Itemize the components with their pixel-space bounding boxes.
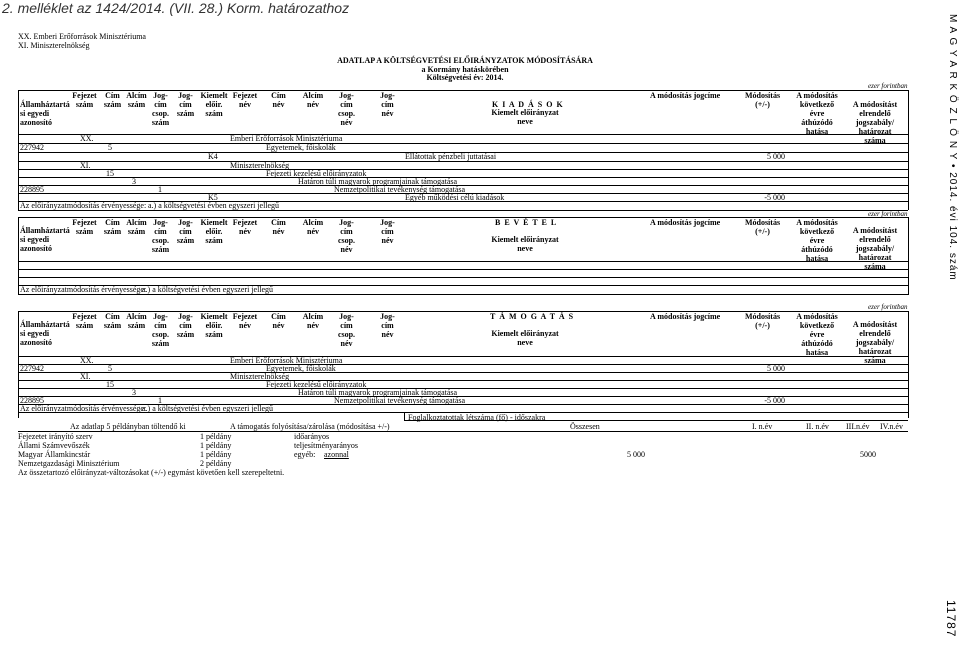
col-jogcsop: Jog- cím csop. szám <box>151 312 170 348</box>
row-id: 227942 <box>20 143 44 152</box>
payment-type-value: azonnal <box>324 450 349 459</box>
row-name: Emberi Erőforrások Minisztériuma <box>230 356 343 365</box>
col-kiemelt-neve: Kiemelt előirányzat neve <box>491 235 559 253</box>
row-name: Ellátottak pénzbeli juttatásai <box>405 152 497 161</box>
col-kiemelt-neve: Kiemelt előirányzat neve <box>491 329 559 347</box>
col-jogcim-nev: Jog- cím név <box>380 91 395 118</box>
col-cim: Cím szám <box>103 312 122 330</box>
col-jogcsop-nev: Jog- cím csop. név <box>337 218 356 254</box>
page-number: 11787 <box>944 600 958 638</box>
recipient-name: Nemzetgazdasági Minisztérium <box>18 459 120 468</box>
col-kiemelt: Kiemelt előir. szám <box>200 91 228 118</box>
col-jogcime: A módosítás jogcíme <box>650 91 721 100</box>
recipient-count: 2 példány <box>200 459 232 468</box>
col-fejezet: Fejezet szám <box>72 218 97 236</box>
row-name: Határon túli magyarok programjainak támogatása <box>298 388 458 397</box>
headcount-label: Foglalkoztatottak létszáma (fő) - időszakra <box>408 413 546 422</box>
payment-type: teljesítményarányos <box>294 441 358 450</box>
col-allamhaz: Államháztartá si egyedi azonosító <box>20 100 70 127</box>
row-name: Nemzetpolitikai tevékenység támogatása <box>334 396 466 405</box>
validity-value: a.) a költségvetési évben egyszeri jellegű <box>148 201 280 210</box>
col-jogcsop: Jog- cím csop. szám <box>151 91 170 127</box>
row-code: K5 <box>208 193 218 202</box>
row-value: -5 000 <box>764 396 785 405</box>
col-alcim-nev: Alcím név <box>302 91 324 109</box>
col-alcim: Alcím szám <box>126 91 147 109</box>
section-title-kiadasok: K I A D Á S O K <box>492 100 564 109</box>
col-jogcsop-nev: Jog- cím csop. név <box>337 312 356 348</box>
col-alcim-nev: Alcím név <box>302 312 324 330</box>
col-kiemelt: Kiemelt előir. szám <box>200 218 228 245</box>
row-cim: 15 <box>106 169 114 178</box>
section-title-bevetel: B E V É T E L <box>495 218 558 227</box>
budget-year: Költségvetési év: 2014. <box>426 73 504 82</box>
col-fejezet: Fejezet szám <box>72 91 97 109</box>
row-id: 228895 <box>20 396 44 405</box>
col-cim: Cím szám <box>103 91 122 109</box>
col-alcim-nev: Alcím név <box>302 218 324 236</box>
col-modositas: Módosítás (+/-) <box>744 91 781 109</box>
col-jogcim: Jog- cím szám <box>176 218 195 245</box>
annex-title: 2. melléklet az 1424/2014. (VII. 28.) Korm. határozathoz <box>2 0 350 16</box>
quarter-1: I. n.év <box>752 422 773 431</box>
col-elrendelo: A módosítást elrendelő jogszabály/ határozat száma <box>852 100 898 145</box>
col-allamhaz: Államháztartá si egyedi azonosító <box>20 226 70 253</box>
col-jogcime: A módosítás jogcíme <box>650 218 721 227</box>
payment-type: egyéb: <box>294 450 316 459</box>
payment-type: időarányos <box>294 432 330 441</box>
ministry-label-2: XI. Miniszterelnökség <box>18 41 90 50</box>
col-jogcim: Jog- cím szám <box>176 91 195 118</box>
col-alcim: Alcím szám <box>126 218 147 236</box>
quarter-value: 5000 <box>860 450 876 459</box>
row-name: Egyetemek, főiskolák <box>266 143 336 152</box>
unit-label: ezer forintban <box>868 82 908 90</box>
col-cim: Cím szám <box>103 218 122 236</box>
validity-label: Az előirányzatmódosítás érvényessége: <box>20 404 147 413</box>
col-kiemelt-neve: Kiemelt előirányzat neve <box>491 108 559 126</box>
total-label: Összesen <box>570 422 600 431</box>
row-jogcim: 1 <box>158 185 162 194</box>
recipient-name: Fejezetet irányító szerv <box>18 432 93 441</box>
recipient-count: 1 példány <box>200 441 232 450</box>
col-cim-nev: Cím név <box>271 312 286 330</box>
row-name: Miniszterelnökség <box>230 372 290 381</box>
col-jogcim-nev: Jog- cím név <box>380 218 395 245</box>
col-kovetkezo: A módosítás következő évre áthúzódó hatása <box>796 218 838 263</box>
row-value: 5 000 <box>767 364 785 373</box>
row-alcim: 3 <box>132 388 136 397</box>
col-jogcime: A módosítás jogcíme <box>650 312 721 321</box>
row-cim: 5 <box>108 364 112 373</box>
col-fejezet-nev: Fejezet név <box>232 312 258 330</box>
row-cim: 15 <box>106 380 114 389</box>
col-jogcim: Jog- cím szám <box>176 312 195 339</box>
col-elrendelo: A módosítást elrendelő jogszabály/ határozat száma <box>852 320 898 365</box>
row-chapter: XI. <box>80 372 91 381</box>
validity-value: a.) a költségvetési évben egyszeri jellegű <box>142 285 274 294</box>
row-jogcim: 1 <box>158 396 162 405</box>
quarter-2: II. n.év <box>806 422 829 431</box>
row-id: 228895 <box>20 185 44 194</box>
row-id: 227942 <box>20 364 44 373</box>
doc-subtitle: a Kormány hatáskörében <box>421 65 509 74</box>
disbursement-label: A támogatás folyósítása/zárolása (módosítása +/-) <box>230 422 390 431</box>
recipient-name: Állami Számvevőszék <box>18 441 90 450</box>
validity-value: a.) a költségvetési évben egyszeri jellegű <box>142 404 274 413</box>
row-name: Emberi Erőforrások Minisztériuma <box>230 134 343 143</box>
quarter-4: IV.n.év <box>880 422 903 431</box>
col-modositas: Módosítás (+/-) <box>744 312 781 330</box>
ministry-label-1: XX. Emberi Erőforrások Minisztériuma <box>18 32 146 41</box>
row-name: Egyetemek, főiskolák <box>266 364 336 373</box>
col-kovetkezo: A módosítás következő évre áthúzódó hatása <box>796 91 838 136</box>
col-fejezet: Fejezet szám <box>72 312 97 330</box>
row-chapter: XX. <box>80 134 94 143</box>
col-fejezet-nev: Fejezet név <box>232 91 258 109</box>
col-fejezet-nev: Fejezet név <box>232 218 258 236</box>
col-cim-nev: Cím név <box>271 218 286 236</box>
col-alcim: Alcím szám <box>126 312 147 330</box>
doc-title: ADATLAP A KÖLTSÉGVETÉSI ELŐIRÁNYZATOK MÓDOSÍTÁSÁRA <box>337 56 593 65</box>
col-modositas: Módosítás (+/-) <box>744 218 781 236</box>
validity-label: Az előirányzatmódosítás érvényessége: <box>20 285 147 294</box>
col-allamhaz: Államháztartá si egyedi azonosító <box>20 320 70 347</box>
row-alcim: 3 <box>132 177 136 186</box>
row-name: Fejezeti kezelésű előirányzatok <box>266 380 367 389</box>
col-jogcsop: Jog- cím csop. szám <box>151 218 170 254</box>
unit-label: ezer forintban <box>868 303 908 311</box>
col-cim-nev: Cím név <box>271 91 286 109</box>
row-cim: 5 <box>108 143 112 152</box>
recipient-count: 1 példány <box>200 450 232 459</box>
validity-label: Az előirányzatmódosítás érvényessége: <box>20 201 147 210</box>
copies-label: Az adatlap 5 példányban töltendő ki <box>70 422 186 431</box>
recipient-count: 1 példány <box>200 432 232 441</box>
quarter-3: III.n.év <box>846 422 870 431</box>
col-jogcim-nev: Jog- cím név <box>380 312 395 339</box>
col-jogcsop-nev: Jog- cím csop. név <box>337 91 356 127</box>
footnote: Az összetartozó előirányzat-változásokat (+/-) egymást követően kell szerepeltetni. <box>18 468 285 477</box>
journal-header: M A G Y A R K Ö Z L Ö N Y • 2014. évi 104. szám <box>947 14 958 281</box>
section-title-tamogatas: T Á M O G A T Á S <box>490 312 575 321</box>
col-elrendelo: A módosítást elrendelő jogszabály/ határozat száma <box>852 226 898 271</box>
recipient-name: Magyar Államkincstár <box>18 450 91 459</box>
row-name: Egyéb működési célú kiadások <box>405 193 505 202</box>
row-name: Nemzetpolitikai tevékenység támogatása <box>334 185 466 194</box>
total-value: 5 000 <box>627 450 645 459</box>
col-kiemelt: Kiemelt előir. szám <box>200 312 228 339</box>
row-value: -5 000 <box>764 193 785 202</box>
unit-label: ezer forintban <box>868 210 908 218</box>
row-name: Határon túli magyarok programjainak támogatása <box>298 177 458 186</box>
row-chapter: XX. <box>80 356 94 365</box>
row-chapter: XI. <box>80 161 91 170</box>
row-name: Fejezeti kezelésű előirányzatok <box>266 169 367 178</box>
col-kovetkezo: A módosítás következő évre áthúzódó hatása <box>796 312 838 357</box>
row-value: 5 000 <box>767 152 785 161</box>
row-code: K4 <box>208 152 218 161</box>
row-name: Miniszterelnökség <box>230 161 290 170</box>
